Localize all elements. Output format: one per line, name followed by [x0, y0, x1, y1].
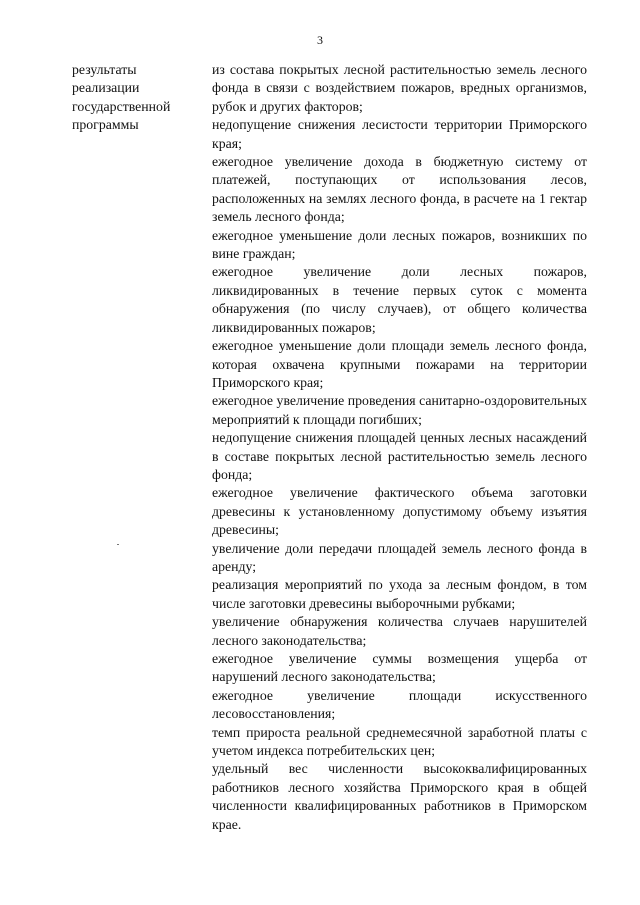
section-label-line: государственной: [72, 98, 171, 114]
result-item: ежегодное увеличение дохода в бюджетную систему от платежей, поступающих от использования лесов, расположенных на землях лесного фонда, в расчете на 1 гектар земель лесного фонда;: [212, 154, 587, 225]
result-item: увеличение обнаружения количества случаев нарушителей лесного законодательства;: [212, 614, 587, 648]
result-item: темп прироста реальной среднемесячной заработной платы с учетом индекса потребительских цен;: [212, 724, 587, 759]
page-number: 3: [317, 33, 323, 47]
result-item: ежегодное увеличение фактического объема заготовки древесины к установленному допустимому объему изъятия древесины;: [212, 485, 587, 538]
result-item: недопущение снижения лесистости территории Приморского края;: [212, 117, 587, 151]
section-label-line: результаты: [72, 62, 137, 77]
section-label-line: реализации: [72, 80, 140, 96]
result-item: ежегодное увеличение проведения санитарно-оздоровительных мероприятий к площади погибших;: [212, 393, 587, 427]
section-label-line: программы: [72, 117, 139, 133]
result-item: из состава покрытых лесной растительностью земель лесного фонда в связи с воздействием пожаров, вредных организмов, рубок и других факторов;: [212, 62, 587, 114]
result-item: ежегодное увеличение доли лесных пожаров, ликвидированных в течение первых суток с момента обнаружения (по числу случаев), от общего количества ликвидированных пожаров;: [212, 264, 587, 335]
results-list: [212, 61, 587, 834]
result-item: ежегодное уменьшение доли площади земель лесного фонда, которая охвачена крупными пожарами на территории Приморского края;: [212, 338, 587, 390]
scan-artifact-dot: [117, 544, 119, 545]
result-item: ежегодное увеличение суммы возмещения ущерба от нарушений лесного законодательства;: [212, 651, 587, 685]
result-item: реализация мероприятий по ухода за лесным фондом, в том числе заготовки древесины выборочными рубками;: [212, 577, 587, 611]
result-item: ежегодное увеличение площади искусственного лесовосстановления;: [212, 687, 587, 722]
result-item: увеличение доли передачи площадей земель лесного фонда в аренду;: [212, 540, 587, 574]
result-item: удельный вес численности высококвалифицированных работников лесного хозяйства Приморского края в общей численности квалифицированных работников в Приморском крае.: [212, 761, 587, 832]
section-label: [72, 61, 194, 135]
result-item: ежегодное уменьшение доли лесных пожаров, возникших по вине граждан;: [212, 227, 587, 262]
result-item: недопущение снижения площадей ценных лесных насаждений в составе покрытых лесной растительностью земель лесного фонда;: [212, 430, 587, 482]
